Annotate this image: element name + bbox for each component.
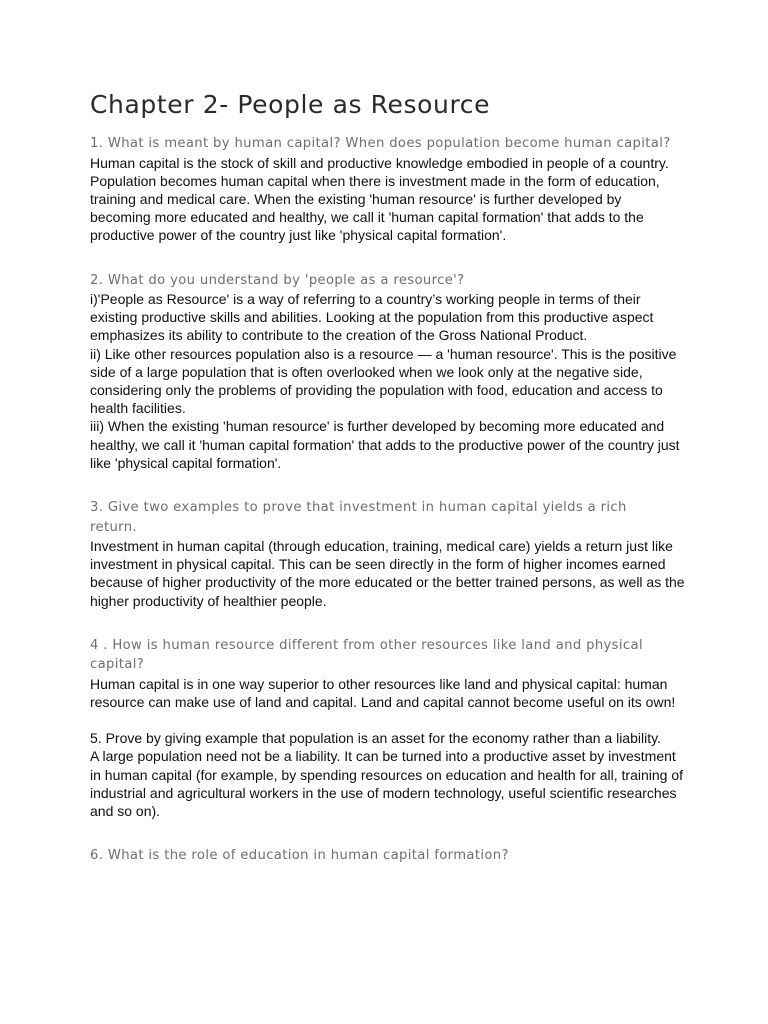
question-2: 2. What do you understand by 'people as a resource'?	[90, 272, 465, 288]
answer-5	[90, 747, 690, 820]
answer-2-line: healthy, we call it 'human capital formation' that adds to the productive power of the country just	[90, 436, 680, 453]
question-4-section	[90, 636, 690, 711]
answer-2-line: i)'People as Resource' is a way of referring to a country’s working people in terms of their	[90, 291, 641, 308]
question-6: 6. What is the role of education in human capital formation?	[90, 848, 509, 864]
question-1-section	[90, 134, 690, 245]
answer-5-line: in human capital (for example, by spending resources on education and health for all, training of	[90, 766, 684, 783]
answer-3-line: Investment in human capital (through education, training, medical care) yields a return just like	[90, 538, 673, 555]
answer-1-line: training and medical care. When the existing 'human resource' is further developed by	[90, 190, 622, 207]
answer-2-line: considering only the problems of providing the population with food, education and access to	[90, 382, 663, 399]
question-5: 5. Prove by giving example that population is an asset for the economy rather than a liability.	[90, 730, 661, 747]
document-page	[90, 88, 690, 866]
answer-4-line: resource can make use of land and capital. Land and capital cannot become useful on its own!	[90, 694, 676, 711]
question-4-line: 4 . How is human resource different from other resources like land and physical	[90, 637, 643, 653]
answer-5-line: and so on).	[90, 803, 161, 820]
question-3-section	[90, 498, 690, 610]
question-2-section	[90, 271, 690, 473]
answer-3-line: investment in physical capital. This can be seen directly in the form of higher incomes earned	[90, 556, 666, 573]
answer-2-line: iii) When the existing 'human resource' is further developed by becoming more educated and	[90, 418, 665, 435]
answer-1-line: Human capital is the stock of skill and productive knowledge embodied in people of a country.	[90, 154, 669, 171]
question-3	[90, 498, 690, 537]
answer-3-line: because of higher productivity of the more educated or the better trained persons, as well as the	[90, 574, 685, 591]
answer-4-line: Human capital is in one way superior to other resources like land and physical capital: human	[90, 675, 668, 692]
answer-1-line: productive power of the country just like 'physical capital formation'.	[90, 227, 507, 244]
answer-2-line: existing productive skills and abilities. Looking at the population from this productive aspect	[90, 309, 654, 326]
answer-5-line: industrial and agricultural workers in the use of modern technology, useful scientific researches	[90, 784, 677, 801]
answer-1-line: Population becomes human capital when there is investment made in the form of education,	[90, 172, 660, 189]
answer-1	[90, 154, 690, 245]
question-4	[90, 636, 690, 675]
answer-2-line: ii) Like other resources population also is a resource — a 'human resource'. This is the positive	[90, 345, 677, 362]
question-4-line: capital?	[90, 657, 145, 673]
answer-4	[90, 675, 690, 711]
question-5-section	[90, 729, 690, 820]
answer-3	[90, 537, 690, 610]
answer-2-line: health facilities.	[90, 400, 186, 417]
answer-3-line: higher productivity of healthier people.	[90, 592, 327, 609]
answer-2	[90, 290, 690, 472]
answer-2-line: emphasizes its ability to contribute to the creation of the Gross National Product.	[90, 327, 588, 344]
answer-2-line: like 'physical capital formation'.	[90, 454, 282, 471]
question-3-line: 3. Give two examples to prove that investment in human capital yields a rich	[90, 500, 627, 516]
answer-5-line: A large population need not be a liability. It can be turned into a productive asset by investment	[90, 748, 676, 765]
answer-1-line: becoming more educated and healthy, we call it 'human capital formation' that adds to the	[90, 209, 644, 226]
question-6-section	[90, 846, 690, 866]
question-1: 1. What is meant by human capital? When does population become human capital?	[90, 136, 671, 151]
answer-2-line: side of a large population that is often overlooked when we look only at the negative side,	[90, 363, 643, 380]
question-3-line: return.	[90, 519, 137, 535]
page-title: Chapter 2- People as Resource	[90, 90, 491, 119]
